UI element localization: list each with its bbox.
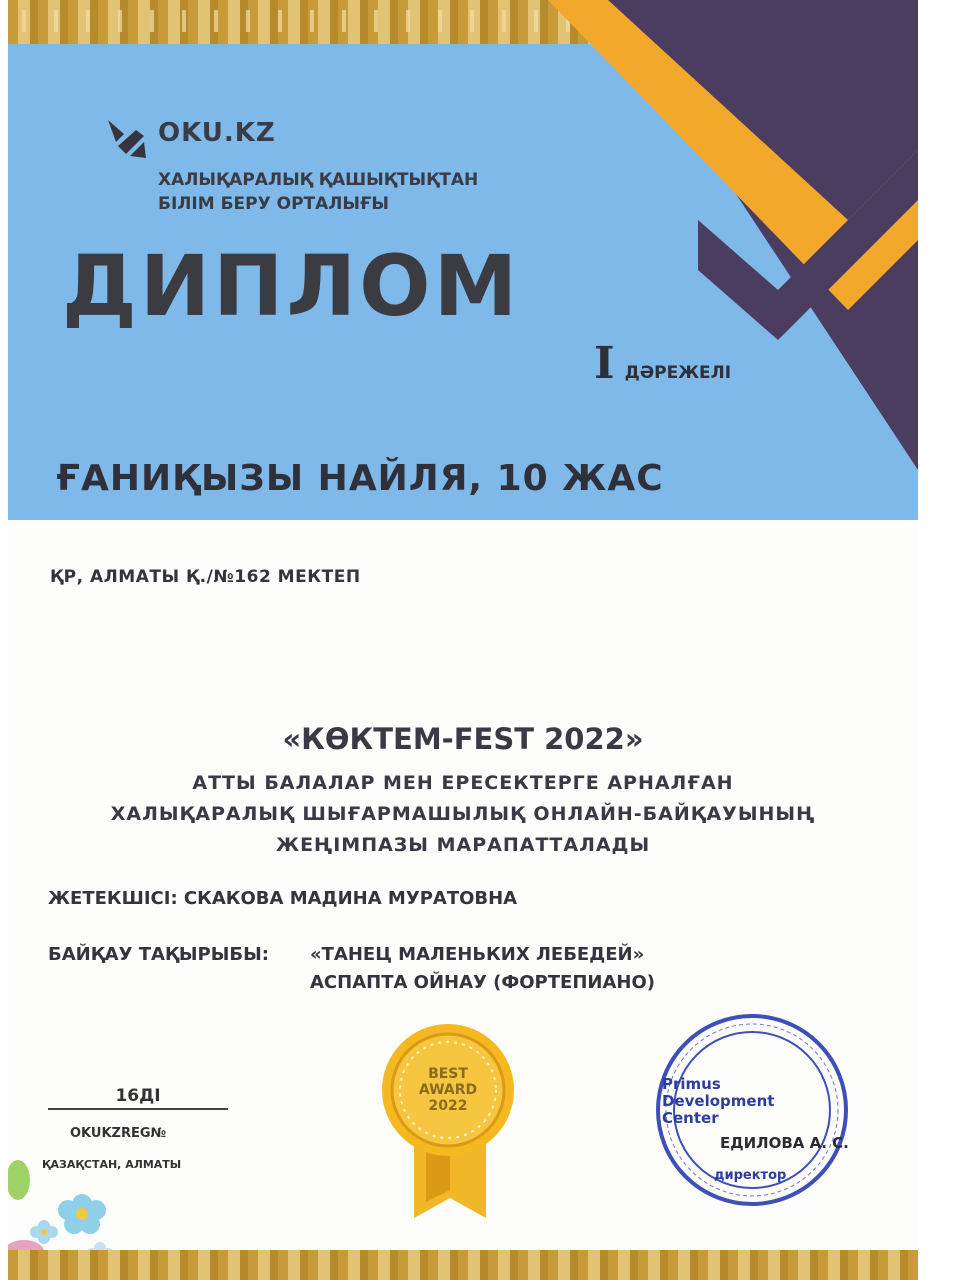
org-name xyxy=(158,168,478,216)
medal-line-2: AWARD xyxy=(418,1082,478,1098)
topic-line-1: «ТАНЕЦ МАЛЕНЬКИХ ЛЕБЕДЕЙ» xyxy=(310,944,645,965)
registration-number: 16ДІ xyxy=(48,1086,228,1110)
chevron-decoration xyxy=(548,0,918,470)
stamp-line-3: Center xyxy=(662,1109,719,1127)
org-line-2: БІЛІМ БЕРУ ОРТАЛЫҒЫ xyxy=(158,194,389,214)
medal-line-3: 2022 xyxy=(428,1098,468,1114)
leader-line: ЖЕТЕКШІСІ: СКАКОВА МАДИНА МУРАТОВНА xyxy=(48,888,518,909)
signer-name: ЕДИЛОВА А. С. xyxy=(720,1134,849,1152)
stamp-line-2: Development xyxy=(662,1092,775,1110)
award-line-1: АТТЫ БАЛАЛАР МЕН ЕРЕСЕКТЕРГЕ АРНАЛҒАН xyxy=(192,772,734,794)
oku-logo-icon xyxy=(104,116,150,162)
medal-text xyxy=(370,1066,526,1114)
registration-place: ҚАЗАҚСТАН, АЛМАТЫ xyxy=(42,1158,182,1171)
brand-name: OKU.KZ xyxy=(158,118,276,148)
org-line-1: ХАЛЫҚАРАЛЫҚ ҚАШЫҚТЫҚТАН xyxy=(158,170,479,190)
award-line-2: ХАЛЫҚАРАЛЫҚ ШЫҒАРМАШЫЛЫҚ ОНЛАЙН-БАЙҚАУЫНЫҢ xyxy=(110,803,816,825)
award-description xyxy=(8,768,918,861)
diploma-page xyxy=(8,0,918,1280)
degree-label xyxy=(594,338,731,389)
school-line: ҚР, АЛМАТЫ Қ./№162 МЕКТЕП xyxy=(50,567,361,587)
degree-number: I xyxy=(594,338,615,389)
diploma-title: ДИПЛОМ xyxy=(62,237,521,335)
topic-line-2: АСПАПТА ОЙНАУ (ФОРТЕПИАНО) xyxy=(310,972,655,993)
medal-line-1: BEST xyxy=(428,1066,468,1082)
award-medal-icon xyxy=(370,1022,530,1222)
topic-label: БАЙҚАУ ТАҚЫРЫБЫ: xyxy=(48,944,269,965)
signer-role: директор xyxy=(714,1168,787,1183)
degree-word: ДӘРЕЖЕЛІ xyxy=(624,363,732,383)
stamp-text xyxy=(662,1076,774,1127)
event-title: «КӨКТЕМ-FEST 2022» xyxy=(282,722,644,756)
bottom-ornament-border xyxy=(8,1250,918,1280)
award-line-3: ЖЕҢІМПАЗЫ МАРАПАТТАЛАДЫ xyxy=(275,834,651,856)
registration-label: OKUKZREG№ xyxy=(70,1126,167,1141)
recipient-name: ҒАНИҚЫЗЫ НАЙЛЯ, 10 ЖАС xyxy=(56,458,664,499)
stamp-line-1: Primus xyxy=(662,1075,721,1093)
